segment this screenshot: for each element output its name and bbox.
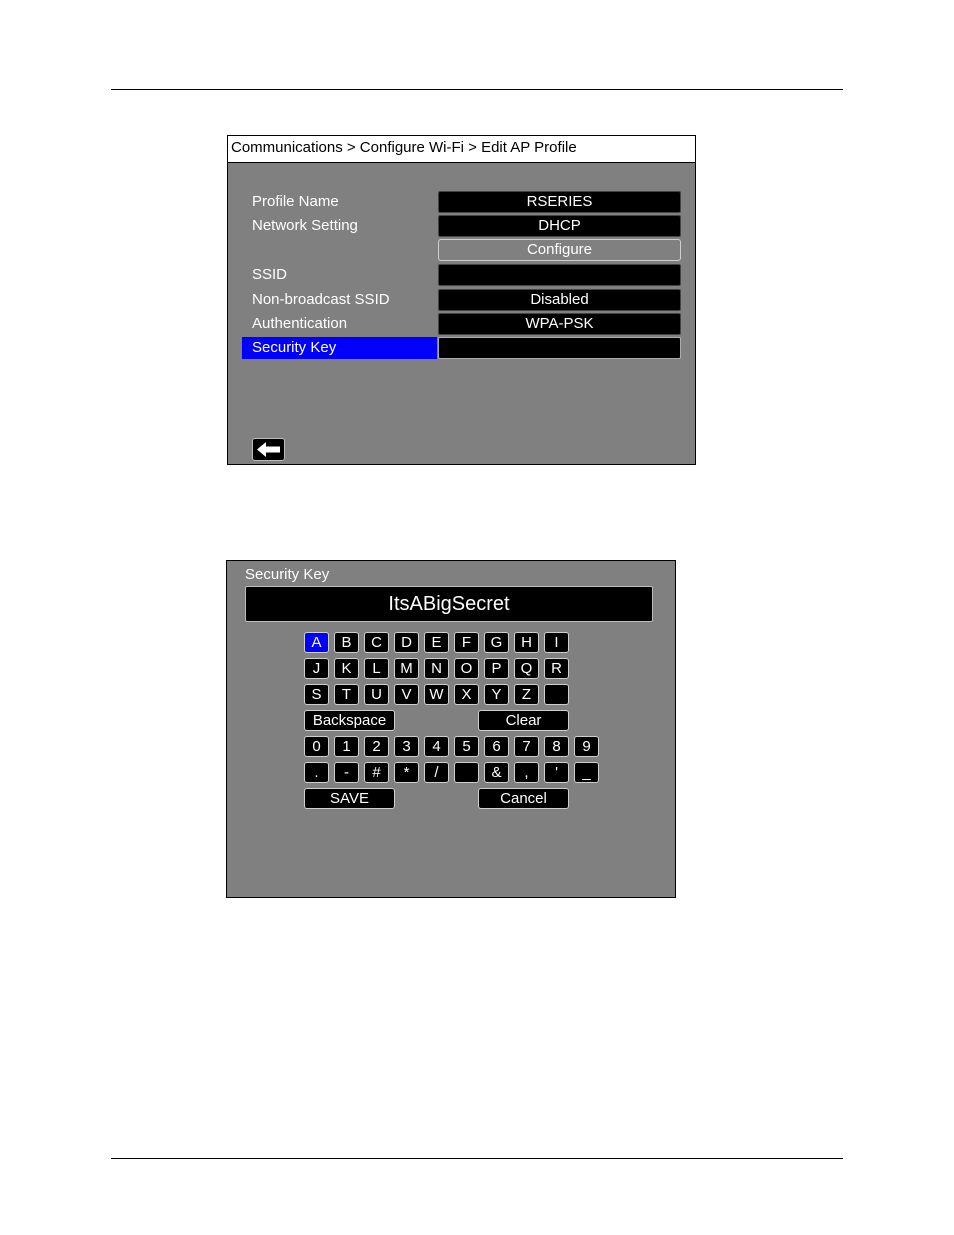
- authentication-field[interactable]: WPA-PSK: [438, 313, 681, 335]
- configure-button[interactable]: Configure: [438, 239, 681, 261]
- key-row5-1[interactable]: 1: [334, 736, 359, 757]
- configure-label: [242, 239, 437, 261]
- edit-ap-profile-screen: [227, 135, 696, 465]
- network-setting-row[interactable]: [242, 215, 682, 237]
- key-row6-symbol-6[interactable]: &: [484, 762, 509, 783]
- key-row2-n[interactable]: N: [424, 658, 449, 679]
- key-row2-j[interactable]: J: [304, 658, 329, 679]
- key-row6-symbol-2[interactable]: #: [364, 762, 389, 783]
- keyboard-title: Security Key: [245, 566, 330, 583]
- key-row2-m[interactable]: M: [394, 658, 419, 679]
- key-row1-b[interactable]: B: [334, 632, 359, 653]
- key-row3-w[interactable]: W: [424, 684, 449, 705]
- key-row5-2[interactable]: 2: [364, 736, 389, 757]
- ssid-row[interactable]: [242, 264, 682, 286]
- key-row5-5[interactable]: 5: [454, 736, 479, 757]
- key-row2-l[interactable]: L: [364, 658, 389, 679]
- key-row5-8[interactable]: 8: [544, 736, 569, 757]
- left-arrow-icon: [257, 442, 281, 457]
- authentication-row[interactable]: [242, 313, 682, 335]
- key-row3-blank[interactable]: [544, 684, 569, 705]
- key-row6-symbol-3[interactable]: *: [394, 762, 419, 783]
- key-row2-q[interactable]: Q: [514, 658, 539, 679]
- key-row6-symbol-1[interactable]: -: [334, 762, 359, 783]
- key-row1-e[interactable]: E: [424, 632, 449, 653]
- key-row5-0[interactable]: 0: [304, 736, 329, 757]
- security-key-row[interactable]: [242, 337, 682, 359]
- key-row1-c[interactable]: C: [364, 632, 389, 653]
- key-row2-k[interactable]: K: [334, 658, 359, 679]
- key-row6-symbol-9[interactable]: _: [574, 762, 599, 783]
- network-setting-field[interactable]: DHCP: [438, 215, 681, 237]
- key-row5-3[interactable]: 3: [394, 736, 419, 757]
- non-broadcast-ssid-row[interactable]: [242, 289, 682, 311]
- key-row2-p[interactable]: P: [484, 658, 509, 679]
- save-button[interactable]: SAVE: [304, 788, 395, 809]
- profile-name-row[interactable]: [242, 191, 682, 213]
- profile-name-field[interactable]: RSERIES: [438, 191, 681, 213]
- key-row1-f[interactable]: F: [454, 632, 479, 653]
- key-row6-symbol-4[interactable]: /: [424, 762, 449, 783]
- footer-rule: [111, 1158, 843, 1159]
- key-row6-symbol-8[interactable]: ': [544, 762, 569, 783]
- key-row5-4[interactable]: 4: [424, 736, 449, 757]
- ssid-field[interactable]: [438, 264, 681, 286]
- back-button[interactable]: [252, 438, 285, 461]
- key-row5-9[interactable]: 9: [574, 736, 599, 757]
- key-row1-h[interactable]: H: [514, 632, 539, 653]
- security-key-label: Security Key: [242, 337, 437, 359]
- backspace-button[interactable]: Backspace: [304, 710, 395, 731]
- authentication-label: Authentication: [252, 315, 348, 332]
- security-key-field[interactable]: [438, 337, 681, 359]
- non-broadcast-ssid-label: Non-broadcast SSID: [252, 291, 390, 308]
- clear-button[interactable]: Clear: [478, 710, 569, 731]
- key-row3-z[interactable]: Z: [514, 684, 539, 705]
- security-key-keyboard-screen: [226, 560, 676, 898]
- key-row5-7[interactable]: 7: [514, 736, 539, 757]
- key-row1-g[interactable]: G: [484, 632, 509, 653]
- key-row2-r[interactable]: R: [544, 658, 569, 679]
- cancel-button[interactable]: Cancel: [478, 788, 569, 809]
- key-row3-u[interactable]: U: [364, 684, 389, 705]
- key-row2-o[interactable]: O: [454, 658, 479, 679]
- security-key-input[interactable]: ItsABigSecret: [245, 586, 653, 622]
- key-row1-d[interactable]: D: [394, 632, 419, 653]
- breadcrumb: Communications > Configure Wi-Fi > Edit AP Profile: [228, 136, 695, 163]
- key-row3-s[interactable]: S: [304, 684, 329, 705]
- ssid-label: SSID: [252, 266, 288, 283]
- key-row6-symbol-0[interactable]: .: [304, 762, 329, 783]
- header-rule: [111, 89, 843, 90]
- key-row6-blank[interactable]: [454, 762, 479, 783]
- profile-name-label: Profile Name: [252, 193, 339, 210]
- key-row6-symbol-7[interactable]: ,: [514, 762, 539, 783]
- key-row1-i[interactable]: I: [544, 632, 569, 653]
- key-row5-6[interactable]: 6: [484, 736, 509, 757]
- network-setting-label: Network Setting: [252, 217, 358, 234]
- key-row3-x[interactable]: X: [454, 684, 479, 705]
- key-row3-t[interactable]: T: [334, 684, 359, 705]
- key-row1-a[interactable]: A: [304, 632, 329, 653]
- key-row3-v[interactable]: V: [394, 684, 419, 705]
- configure-row[interactable]: [242, 239, 682, 261]
- key-row3-y[interactable]: Y: [484, 684, 509, 705]
- non-broadcast-ssid-field[interactable]: Disabled: [438, 289, 681, 311]
